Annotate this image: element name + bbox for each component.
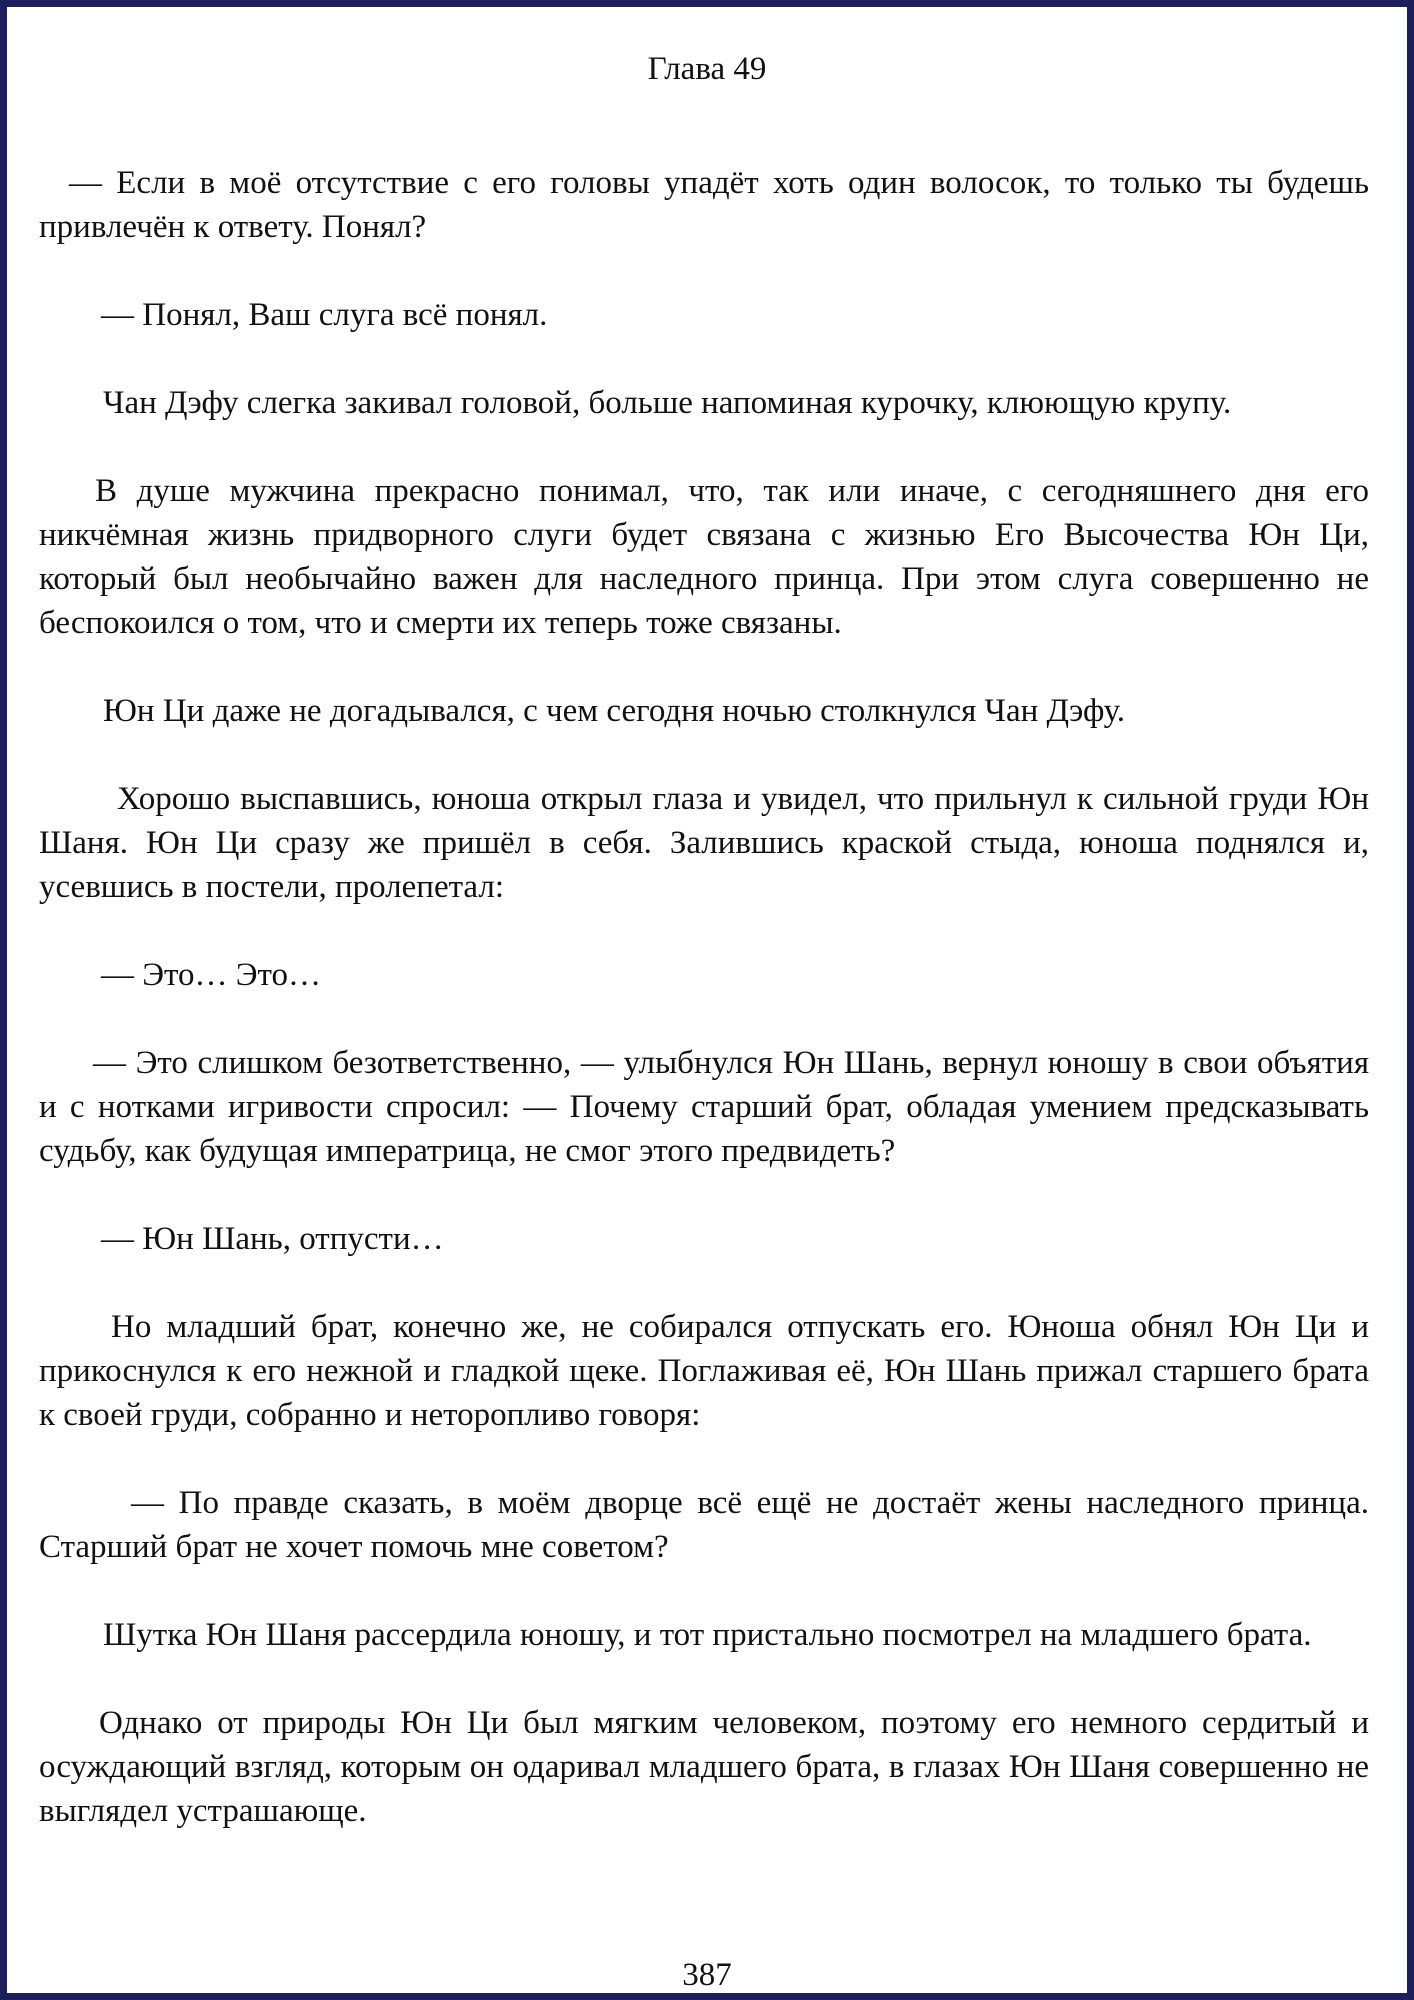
paragraph-3: Чан Дэфу слегка закивал головой, больше напоминая курочку, клюющую крупу. bbox=[103, 385, 1232, 421]
paragraph-12: Шутка Юн Шаня рассердила юношу, и тот пристально посмотрел на младшего брата. bbox=[103, 1617, 1312, 1653]
chapter-title: Глава 49 bbox=[647, 51, 767, 87]
paragraph-13: Однако от природы Юн Ци был мягким человеком, поэтому его немного сердитый и осуждающий взгляд, которым он одаривал младшего брата, в глазах Юн Шаня совершенно не выглядел устрашающе. bbox=[39, 1705, 1369, 1829]
paragraph-4: В душе мужчина прекрасно понимал, что, так или иначе, с сегодняшнего дня его никчёмная жизнь придворного слуги будет связана с жизнью Его Высочества Юн Ци, который был необычайно важен для наследного принца. При этом слуга совершенно не беспокоился о том, что и смерти их теперь тоже связаны. bbox=[39, 473, 1369, 641]
paragraph-5: Юн Ци даже не догадывался, с чем сегодня ночью столкнулся Чан Дэфу. bbox=[103, 693, 1126, 729]
paragraph-8: — Это слишком безответственно, — улыбнулся Юн Шань, вернул юношу в свои объятия и с нотками игривости спросил: — Почему старший брат, обладая умением предсказывать судьбу, как будущая императрица, не смог этого предвидеть? bbox=[39, 1045, 1369, 1169]
paragraph-11: — По правде сказать, в моём дворце всё ещё не достаёт жены наследного принца. Старший брат не хочет помочь мне советом? bbox=[39, 1485, 1369, 1565]
page-number: 387 bbox=[682, 1957, 732, 1993]
paragraph-7: — Это… Это… bbox=[101, 957, 322, 993]
paragraph-6: Хорошо выспавшись, юноша открыл глаза и увидел, что прильнул к сильной груди Юн Шаня. Юн Ци сразу же пришёл в себя. Залившись краской стыда, юноша поднялся и, усевшись в постели, пролепетал: bbox=[39, 781, 1369, 905]
paragraph-10: Но младший брат, конечно же, не собирался отпускать его. Юноша обнял Юн Ци и прикоснулся к его нежной и гладкой щеке. Поглаживая её, Юн Шань прижал старшего брата к своей груди, собранно и неторопливо говоря: bbox=[39, 1309, 1369, 1433]
paragraph-9: — Юн Шань, отпусти… bbox=[101, 1221, 444, 1257]
paragraph-1: — Если в моё отсутствие с его головы упадёт хоть один волосок, то только ты будешь привлечён к ответу. Понял? bbox=[39, 165, 1369, 245]
chapter-body bbox=[39, 161, 1369, 1833]
paragraph-2: — Понял, Ваш слуга всё понял. bbox=[101, 297, 548, 333]
